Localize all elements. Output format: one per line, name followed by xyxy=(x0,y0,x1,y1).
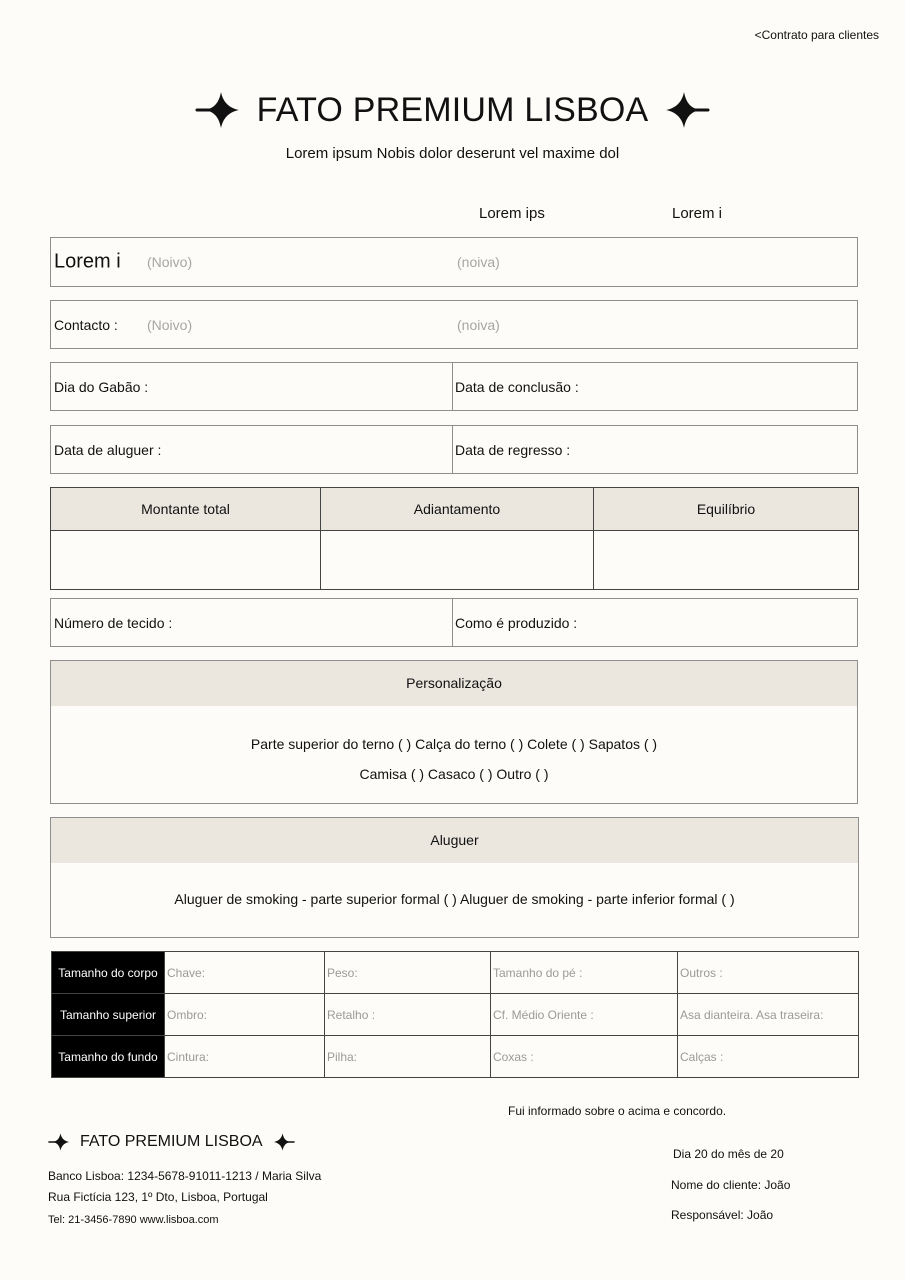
divider xyxy=(452,363,453,410)
key-cell[interactable]: Chave: xyxy=(165,952,325,994)
completion-date-label: Data de conclusão : xyxy=(455,378,579,395)
page-title-wrapper xyxy=(0,90,905,139)
bank-info: Banco Lisboa: 1234-5678-91011-1213 / Maria Silva xyxy=(48,1169,322,1183)
contact-field-row[interactable] xyxy=(50,300,858,349)
advance-cell[interactable] xyxy=(321,531,594,590)
mini-label-2: Lorem i xyxy=(672,205,723,222)
rental-panel xyxy=(50,817,859,938)
pile-cell[interactable]: Pilha: xyxy=(325,1036,491,1078)
fitting-day-label: Dia do Gabão : xyxy=(54,378,149,395)
bride-contact-placeholder[interactable]: (noiva) xyxy=(457,316,500,333)
measurements-table xyxy=(51,951,859,1078)
customization-options-line-1[interactable]: Parte superior do terno ( ) Calça do terno ( ) Colete ( ) Sapatos ( ) xyxy=(250,736,658,752)
advance-header: Adiantamento xyxy=(321,488,594,531)
contract-note: <Contrato para clientes xyxy=(754,28,879,42)
address: Rua Fictícia 123, 1º Dto, Lisboa, Portugal xyxy=(48,1190,268,1204)
mini-label-1: Lorem ips xyxy=(479,205,545,222)
flourish-right-icon xyxy=(664,90,710,130)
wing-cell[interactable]: Asa dianteira. Asa traseira: xyxy=(678,994,859,1036)
divider xyxy=(452,426,453,473)
customization-panel xyxy=(50,660,858,804)
table-row xyxy=(52,952,859,994)
others-cell[interactable]: Outros : xyxy=(678,952,859,994)
agreement-text: Fui informado sobre o acima e concordo. xyxy=(508,1104,727,1118)
fabric-number-label: Número de tecido : xyxy=(54,614,173,631)
groom-name-placeholder[interactable]: (Noivo) xyxy=(147,254,193,270)
fabric-row xyxy=(50,598,858,647)
rental-options-line[interactable]: Aluguer de smoking - parte superior formal ( ) Aluguer de smoking - parte inferior formal ( ) xyxy=(174,891,735,907)
total-amount-header: Montante total xyxy=(51,488,321,531)
signature-date: Dia 20 do mês de 20 xyxy=(673,1147,784,1161)
return-date-label: Data de regresso : xyxy=(455,441,571,458)
rental-date-label: Data de aluguer : xyxy=(54,441,162,458)
weight-cell[interactable]: Peso: xyxy=(325,952,491,994)
middle-east-cell[interactable]: Cf. Médio Oriente : xyxy=(491,994,678,1036)
responsible-name: Responsável: João xyxy=(671,1208,774,1222)
groom-contact-placeholder[interactable]: (Noivo) xyxy=(147,316,193,333)
retail-cell[interactable]: Retalho : xyxy=(325,994,491,1036)
divider xyxy=(452,599,453,646)
shoulder-cell[interactable]: Ombro: xyxy=(165,994,325,1036)
flourish-right-icon xyxy=(273,1132,295,1152)
table-row xyxy=(52,994,859,1036)
names-field-row[interactable] xyxy=(50,237,858,287)
foot-size-cell[interactable]: Tamanho do pé : xyxy=(491,952,678,994)
bottom-size-header: Tamanho do fundo xyxy=(52,1036,165,1078)
balance-header: Equilíbrio xyxy=(594,488,859,531)
thighs-cell[interactable]: Coxas : xyxy=(491,1036,678,1078)
bride-name-placeholder[interactable]: (noiva) xyxy=(457,254,500,270)
upper-size-header: Tamanho superior xyxy=(52,994,165,1036)
total-amount-cell[interactable] xyxy=(51,531,321,590)
pants-cell[interactable]: Calças : xyxy=(678,1036,859,1078)
table-row xyxy=(52,1036,859,1078)
balance-cell[interactable] xyxy=(594,531,859,590)
flourish-left-icon xyxy=(48,1132,70,1152)
payment-table xyxy=(50,487,859,590)
client-name: Nome do cliente: João xyxy=(671,1178,791,1192)
footer-brand xyxy=(48,1132,295,1152)
customization-title: Personalização xyxy=(51,661,857,706)
body-size-header: Tamanho do corpo xyxy=(52,952,165,994)
names-label: Lorem i xyxy=(54,250,121,273)
waist-cell[interactable]: Cintura: xyxy=(165,1036,325,1078)
page-subtitle: Lorem ipsum Nobis dolor deserunt vel maxime dol xyxy=(285,145,620,162)
dates-row-1 xyxy=(50,362,858,411)
dates-row-2 xyxy=(50,425,858,474)
production-label: Como é produzido : xyxy=(455,614,578,631)
page-title: FATO PREMIUM LISBOA xyxy=(256,90,649,129)
contact-label: Contacto : xyxy=(54,316,118,333)
contact-info: Tel: 21-3456-7890 www.lisboa.com xyxy=(48,1214,219,1226)
flourish-left-icon xyxy=(195,90,241,130)
customization-options-line-2[interactable]: Camisa ( ) Casaco ( ) Outro ( ) xyxy=(359,766,549,782)
footer-brand-name: FATO PREMIUM LISBOA xyxy=(80,1133,263,1150)
rental-title: Aluguer xyxy=(51,818,858,863)
